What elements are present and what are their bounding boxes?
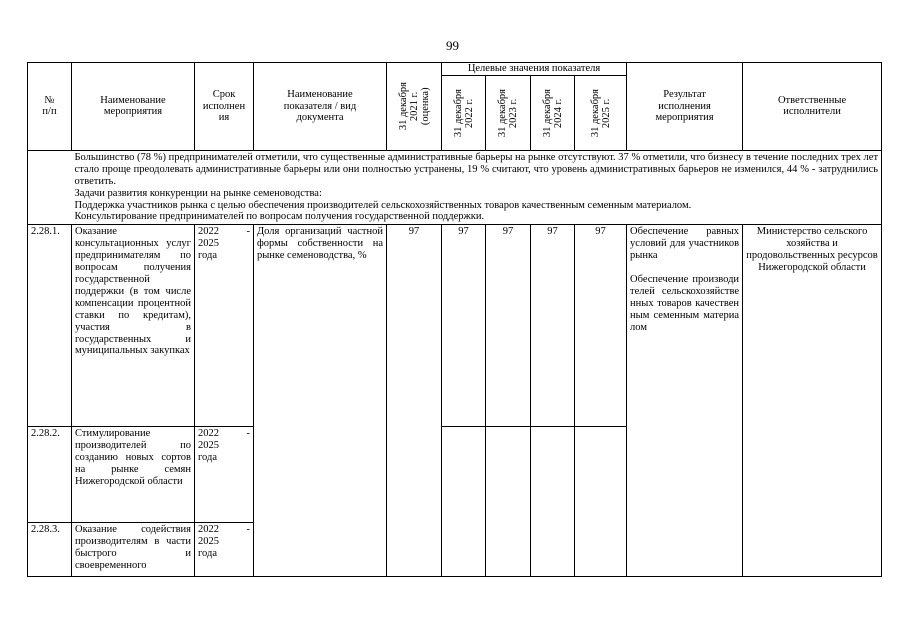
- header-result: Результат исполнения мероприятия: [627, 63, 743, 151]
- header-year-2023-text: 31 декабря 2023 г.: [497, 88, 519, 137]
- header-name: Наименование мероприятия: [72, 63, 195, 151]
- row-2-28-2-term: [195, 427, 254, 523]
- info-spacer: [28, 150, 72, 224]
- header-year-2022: [442, 75, 486, 150]
- row-2-28-1-result: [627, 225, 743, 577]
- row-2-28-1-value-2024: 97: [531, 225, 575, 427]
- row-2-28-1-term: [195, 225, 254, 427]
- row-2-28-3-term: [195, 523, 254, 577]
- row-2-28-3-name: Оказание содействия производителям в части быстрого и своевременного: [72, 523, 195, 577]
- measures-table: [27, 62, 882, 577]
- row-2-28-1-responsible: Министерство сельского хозяйства и продовольственных ресурсов Нижегородской области: [743, 225, 882, 577]
- info-paragraph-4: Консультирование предпринимателей по вопросам получения государственной поддержки.: [74, 211, 485, 223]
- header-year-2021-text: 31 декабря 2021 г. (оценка): [397, 82, 431, 131]
- info-paragraph-1: Большинство (78 %) предпринимателей отметили, что существенные административные барьеры на рынке отсутствуют. 37 % отметили, что бизнесу в течение последних трех лет стало проще преодолевать административные барьеры или они полностью устранены, 19 % считают, что уровень административных барьеров не изменился, 44 % - затруднились ответить.: [74, 151, 879, 187]
- row-2-28-2-term-dash: -: [246, 428, 250, 440]
- row-2-28-1-value-2022: 97: [442, 225, 486, 427]
- header-num: № п/п: [28, 63, 72, 151]
- row-2-28-2-value-2025: [575, 427, 627, 577]
- row-2-28-1-term-dash: -: [246, 226, 250, 238]
- row-2-28-1-value-2025: 97: [575, 225, 627, 427]
- header-year-2024: [531, 75, 575, 150]
- row-2-28-3-term-dash: -: [246, 524, 250, 536]
- row-2-28-3-term-end: 2025 года: [198, 536, 219, 560]
- header-year-2022-text: 31 декабря 2022 г.: [452, 88, 475, 137]
- row-2-28-1-value-2021: 97: [387, 225, 442, 577]
- row-2-28-1-num: 2.28.1.: [28, 225, 72, 427]
- header-indicator: Наименование показателя / вид документа: [254, 63, 387, 151]
- header-target-values: Целевые значения показателя: [442, 63, 627, 76]
- info-paragraph-2: Задачи развития конкуренции на рынке семеноводства:: [74, 187, 322, 199]
- row-2-28-1-name: Оказание консультационных услуг предпринимателям по вопросам получения государственной поддержки (в том числе компенсации процентной ставки по кредитам), участия в государственных и муниципальных закупках: [72, 225, 195, 427]
- header-year-2024-text: 31 декабря 2024 г.: [541, 88, 564, 137]
- header-year-2025: [575, 75, 627, 150]
- header-year-2025-text: 31 декабря 2025 г.: [589, 88, 612, 137]
- row-2-28-2-num: 2.28.2.: [28, 427, 72, 523]
- row-2-28-2-value-2022: [442, 427, 486, 577]
- info-block: [72, 150, 882, 224]
- page-number: 99: [446, 38, 459, 53]
- row-2-28-2-name: Стимулирование производителей по созданию новых сортов на рынке семян Нижегородской области: [72, 427, 195, 523]
- row-2-28-2-term-start: 2022: [198, 428, 219, 440]
- row-2-28-1-value-2023: 97: [486, 225, 531, 427]
- row-2-28-1-term-end: 2025 года: [198, 238, 219, 262]
- header-term: Срок исполнен ия: [195, 63, 254, 151]
- row-2-28-1-indicator: Доля организаций частной формы собственности на рынке семеноводства, %: [254, 225, 387, 577]
- row-2-28-1-result-1: Обеспечение равных условий для участников рынка: [630, 226, 740, 262]
- row-2-28-1-term-start: 2022: [198, 226, 219, 238]
- header-year-2021: [387, 63, 442, 151]
- header-year-2023: [486, 75, 531, 150]
- row-2-28-1-result-2: Обеспечение производителей сельскохозяйственных товаров качественным семенным материалом: [630, 274, 740, 333]
- row-2-28-3-num: 2.28.3.: [28, 523, 72, 577]
- row-2-28-2-value-2023: [486, 427, 531, 577]
- header-responsible: Ответственные исполнители: [743, 63, 882, 151]
- row-2-28-2-term-end: 2025 года: [198, 440, 219, 464]
- info-paragraph-3: Поддержка участников рынка с целью обеспечения производителей сельскохозяйственных товаров качественным семенным материалом.: [74, 199, 692, 211]
- row-2-28-2-value-2024: [531, 427, 575, 577]
- row-2-28-3-term-start: 2022: [198, 524, 219, 536]
